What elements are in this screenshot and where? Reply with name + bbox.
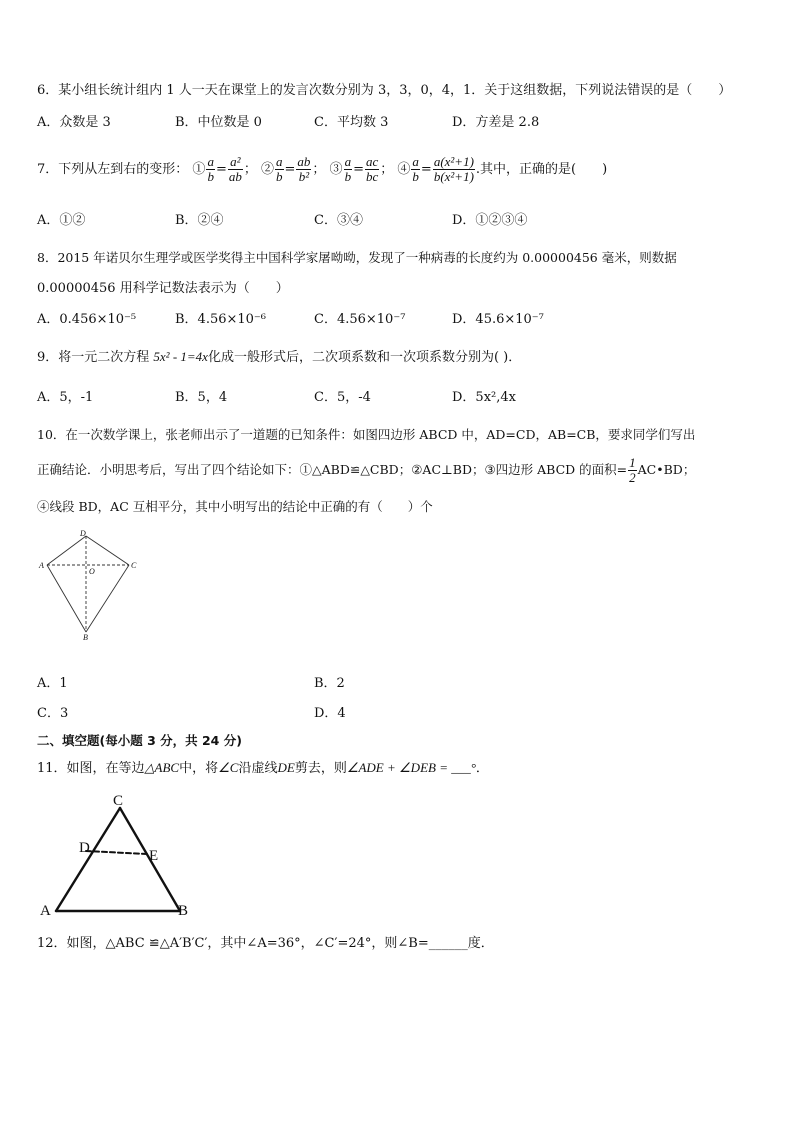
q10-label-b: B	[83, 633, 88, 642]
q11-stem: 11．如图，在等边△ABC中，将∠C沿虚线DE剪去，则∠ADE + ∠DEB = ___°．	[37, 760, 489, 776]
q7-option-c: C．③④	[314, 213, 363, 228]
q8-stem-line2: 0.00000456 用科学记数法表示为（ ）	[37, 281, 289, 296]
q9-option-c: C．5，-4	[314, 390, 371, 405]
q12-stem: 12．如图，△ABC ≌△A′B′C′，其中∠A=36°，∠C′=24°，则∠B=______度．	[37, 936, 494, 951]
q8-stem-line1: 8．2015 年诺贝尔生理学或医学奖得主中国科学家屠呦呦，发现了一种病毒的长度约为 0.00000456 毫米，则数据	[37, 250, 677, 265]
q10-stem-line1: 10．在一次数学课上，张老师出示了一道题的已知条件：如图四边形 ABCD 中，AD=CD，AB=CB，要求同学们写出	[37, 427, 696, 442]
q11-label-b: B	[178, 903, 189, 919]
q10-option-b: B．2	[314, 676, 345, 691]
q7-formula-1: ① $\frac{a}{b}$ = $\frac{\text{a²}}{ab}$	[192, 154, 242, 184]
q7-option-d: D．①②③④	[452, 213, 528, 228]
q7-formula-4: ④ $\frac{a}{b}$ = $\frac{\text{a(x²+1)}}{\text{b(x²+1)}}$	[397, 154, 474, 184]
q10-label-c: C	[131, 561, 137, 570]
q10-label-a: A	[39, 561, 44, 570]
q7-suffix: .其中，正确的是( )	[475, 162, 608, 177]
q10-stem-line3: ④线段 BD，AC 互相平分，其中小明写出的结论中正确的有（ ）个	[37, 499, 433, 514]
q9-option-d: D．5x²,4x	[452, 390, 516, 405]
q8-option-c: C．4.56×10⁻⁷	[314, 312, 406, 327]
q8-option-d: D．45.6×10⁻⁷	[452, 312, 544, 327]
q8-option-a: A．0.456×10⁻⁵	[37, 312, 137, 327]
q6-stem: 6．某小组长统计组内 1 人一天在课堂上的发言次数分别为 3，3，0，4，1．关于这组数据，下列说法错误的是（ ）	[37, 83, 732, 98]
q7-formula-2: ② $\frac{a}{b}$ = $\frac{ab}{\text{b²}}$	[260, 154, 311, 184]
q8-option-b: B．4.56×10⁻⁶	[175, 312, 267, 327]
q7-option-b: B．②④	[175, 213, 224, 228]
q11-triangle-figure	[36, 790, 196, 920]
q11-label-d: D	[79, 840, 90, 856]
q7-prefix: 7．下列从左到右的变形：	[37, 162, 189, 177]
q6-option-a: A．众数是 3	[37, 115, 111, 130]
q10-quadrilateral-figure	[36, 528, 146, 643]
q10-label-o: O	[89, 567, 95, 576]
q10-label-d: D	[80, 529, 86, 538]
section-fill-in-blank-heading: 二、填空题(每小题 3 分，共 24 分)	[37, 733, 242, 748]
q11-label-c: C	[113, 793, 124, 809]
q7-stem: 7．下列从左到右的变形： ① $\frac{a}{b}$ = $\frac{\text{a²}}{ab}$ ； ② $\frac{a}{b}$ = $\frac{ab}{\text{b²}}$ ； ③ $\frac{a}{b}$ = $\frac{ac}{bc}$ ； ④ $\frac{a}{b}$ = $\frac{\text{a(x²+1)}}{\text{b(x²+1)}}$ .其中，正确的是( )	[37, 154, 608, 184]
q10-option-d: D．4	[314, 706, 346, 721]
q11-label-e: E	[149, 848, 159, 864]
q10-stem-line2: 正确结论．小明思考后，写出了四个结论如下：①△ABD≌△CBD；②AC⊥BD；③四边形 ABCD 的面积= $\frac{1}{2}$ AC•BD；	[37, 455, 696, 485]
q6-option-c: C．平均数 3	[314, 115, 389, 130]
q7-formula-3: ③ $\frac{a}{b}$ = $\frac{ac}{bc}$	[329, 154, 379, 184]
q6-option-b: B．中位数是 0	[175, 115, 262, 130]
q9-stem: 9．将一元二次方程 5x² - 1=4x化成一般形式后，二次项系数和一次项系数分别为( )．	[37, 349, 522, 365]
q6-option-d: D．方差是 2.8	[452, 115, 540, 130]
q9-option-a: A．5，-1	[37, 390, 94, 405]
q11-label-a: A	[40, 903, 51, 919]
q10-option-a: A．1	[37, 676, 68, 691]
q10-option-c: C．3	[37, 706, 69, 721]
q9-equation: 5x² - 1=4x	[153, 349, 208, 364]
q9-option-b: B．5，4	[175, 390, 228, 405]
q7-option-a: A．①②	[37, 213, 86, 228]
